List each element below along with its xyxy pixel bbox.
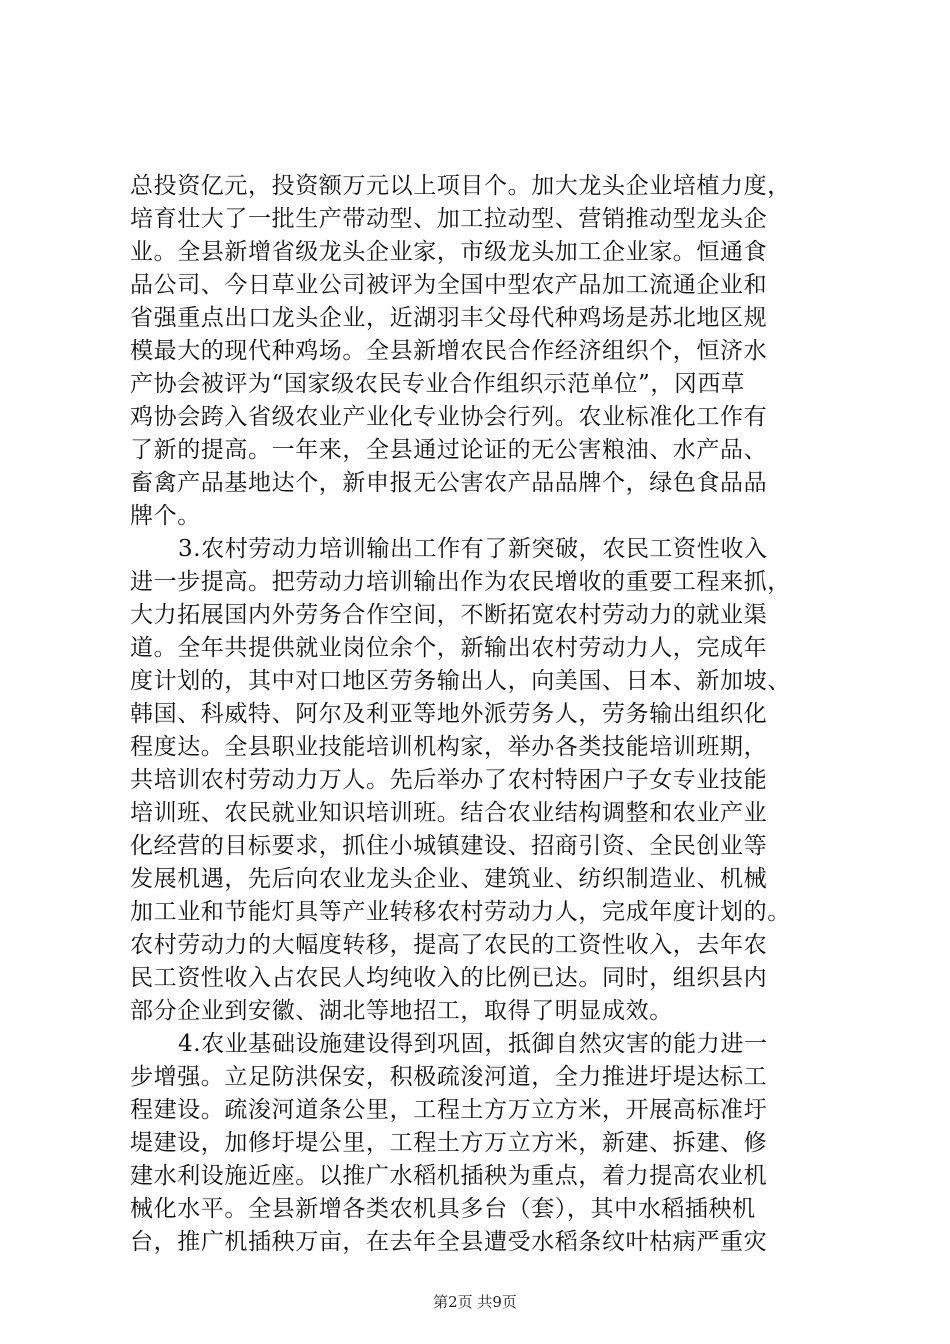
text-line: 台，推广机插秧万亩，在去年全县遭受水稻条纹叶枯病严重灾 [130, 1229, 768, 1255]
text-line: 大力拓展国内外劳务合作空间，不断拓宽农村劳动力的就业渠 [130, 602, 768, 628]
text-line: 发展机遇，先后向农业龙头企业、建筑业、纺织制造业、机械 [130, 866, 768, 892]
text-line: 培育壮大了一批生产带动型、加工拉动型、营销推动型龙头企 [130, 206, 768, 232]
text-line: 程度达。全县职业技能培训机构家，举办各类技能培训班期， [130, 734, 768, 760]
text-line: 农村劳动力的大幅度转移，提高了农民的工资性收入，去年农 [130, 932, 768, 958]
body-text [130, 170, 830, 1259]
text-line: 民工资性收入占农民人均纯收入的比例已达。同时，组织县内 [130, 965, 768, 991]
text-line: 总投资亿元，投资额万元以上项目个。加大龙头企业培植力度， [130, 173, 791, 199]
page-footer [0, 1292, 950, 1312]
text-line: 畜禽产品基地达个，新申报无公害农产品品牌个，绿色食品品 [130, 470, 768, 496]
text-line: 省强重点出口龙头企业，近湖羽丰父母代种鸡场是苏北地区规 [130, 305, 768, 331]
text-line: 进一步提高。把劳动力培训输出作为农民增收的重要工程来抓， [130, 569, 791, 595]
text-line: 加工业和节能灯具等产业转移农村劳动力人，完成年度计划的。 [130, 899, 791, 925]
paragraph-start-line: 4.农业基础设施建设得到巩固，抵御自然灾害的能力进一 [178, 1031, 768, 1057]
text-line: 步增强。立足防洪保安，积极疏浚河道，全力推进圩堤达标工 [130, 1064, 768, 1090]
text-line: 械化水平。全县新增各类农机具多台（套），其中水稻插秧机 [130, 1196, 756, 1222]
text-line: 韩国、科威特、阿尔及利亚等地外派劳务人，劳务输出组织化 [130, 701, 768, 727]
text-line: 部分企业到安徽、湖北等地招工，取得了明显成效。 [130, 998, 673, 1024]
text-line: 品公司、今日草业公司被评为全国中型农产品加工流通企业和 [130, 272, 768, 298]
paragraph-start-line: 3.农村劳动力培训输出工作有了新突破，农民工资性收入 [178, 536, 768, 562]
text-line: 业。全县新增省级龙头企业家，市级龙头加工企业家。恒通食 [130, 239, 768, 265]
text-line: 产协会被评为“国家级农民专业合作组织示范单位”，冈西草 [130, 371, 745, 397]
text-line: 度计划的，其中对口地区劳务输出人，向美国、日本、新加坡、 [130, 668, 791, 694]
text-line: 道。全年共提供就业岗位余个，新输出农村劳动力人，完成年 [130, 635, 768, 661]
text-line: 化经营的目标要求，抓住小城镇建设、招商引资、全民创业等 [130, 833, 768, 859]
text-line: 牌个。 [130, 503, 201, 529]
text-line: 共培训农村劳动力万人。先后举办了农村特困户子女专业技能 [130, 767, 768, 793]
text-line: 堤建设，加修圩堤公里，工程土方万立方米，新建、拆建、修 [130, 1130, 768, 1156]
text-line: 程建设。疏浚河道条公里，工程土方万立方米，开展高标准圩 [130, 1097, 768, 1123]
text-line: 模最大的现代种鸡场。全县新增农民合作经济组织个，恒济水 [130, 338, 768, 364]
text-line: 建水利设施近座。以推广水稻机插秧为重点，着力提高农业机 [130, 1163, 768, 1189]
text-line: 了新的提高。一年来，全县通过论证的无公害粮油、水产品、 [130, 437, 768, 463]
text-line: 鸡协会跨入省级农业产业化专业协会行列。农业标准化工作有 [130, 404, 768, 430]
text-line: 培训班、农民就业知识培训班。结合农业结构调整和农业产业 [130, 800, 768, 826]
page-number: 第2页 共9页 [433, 1293, 517, 1311]
